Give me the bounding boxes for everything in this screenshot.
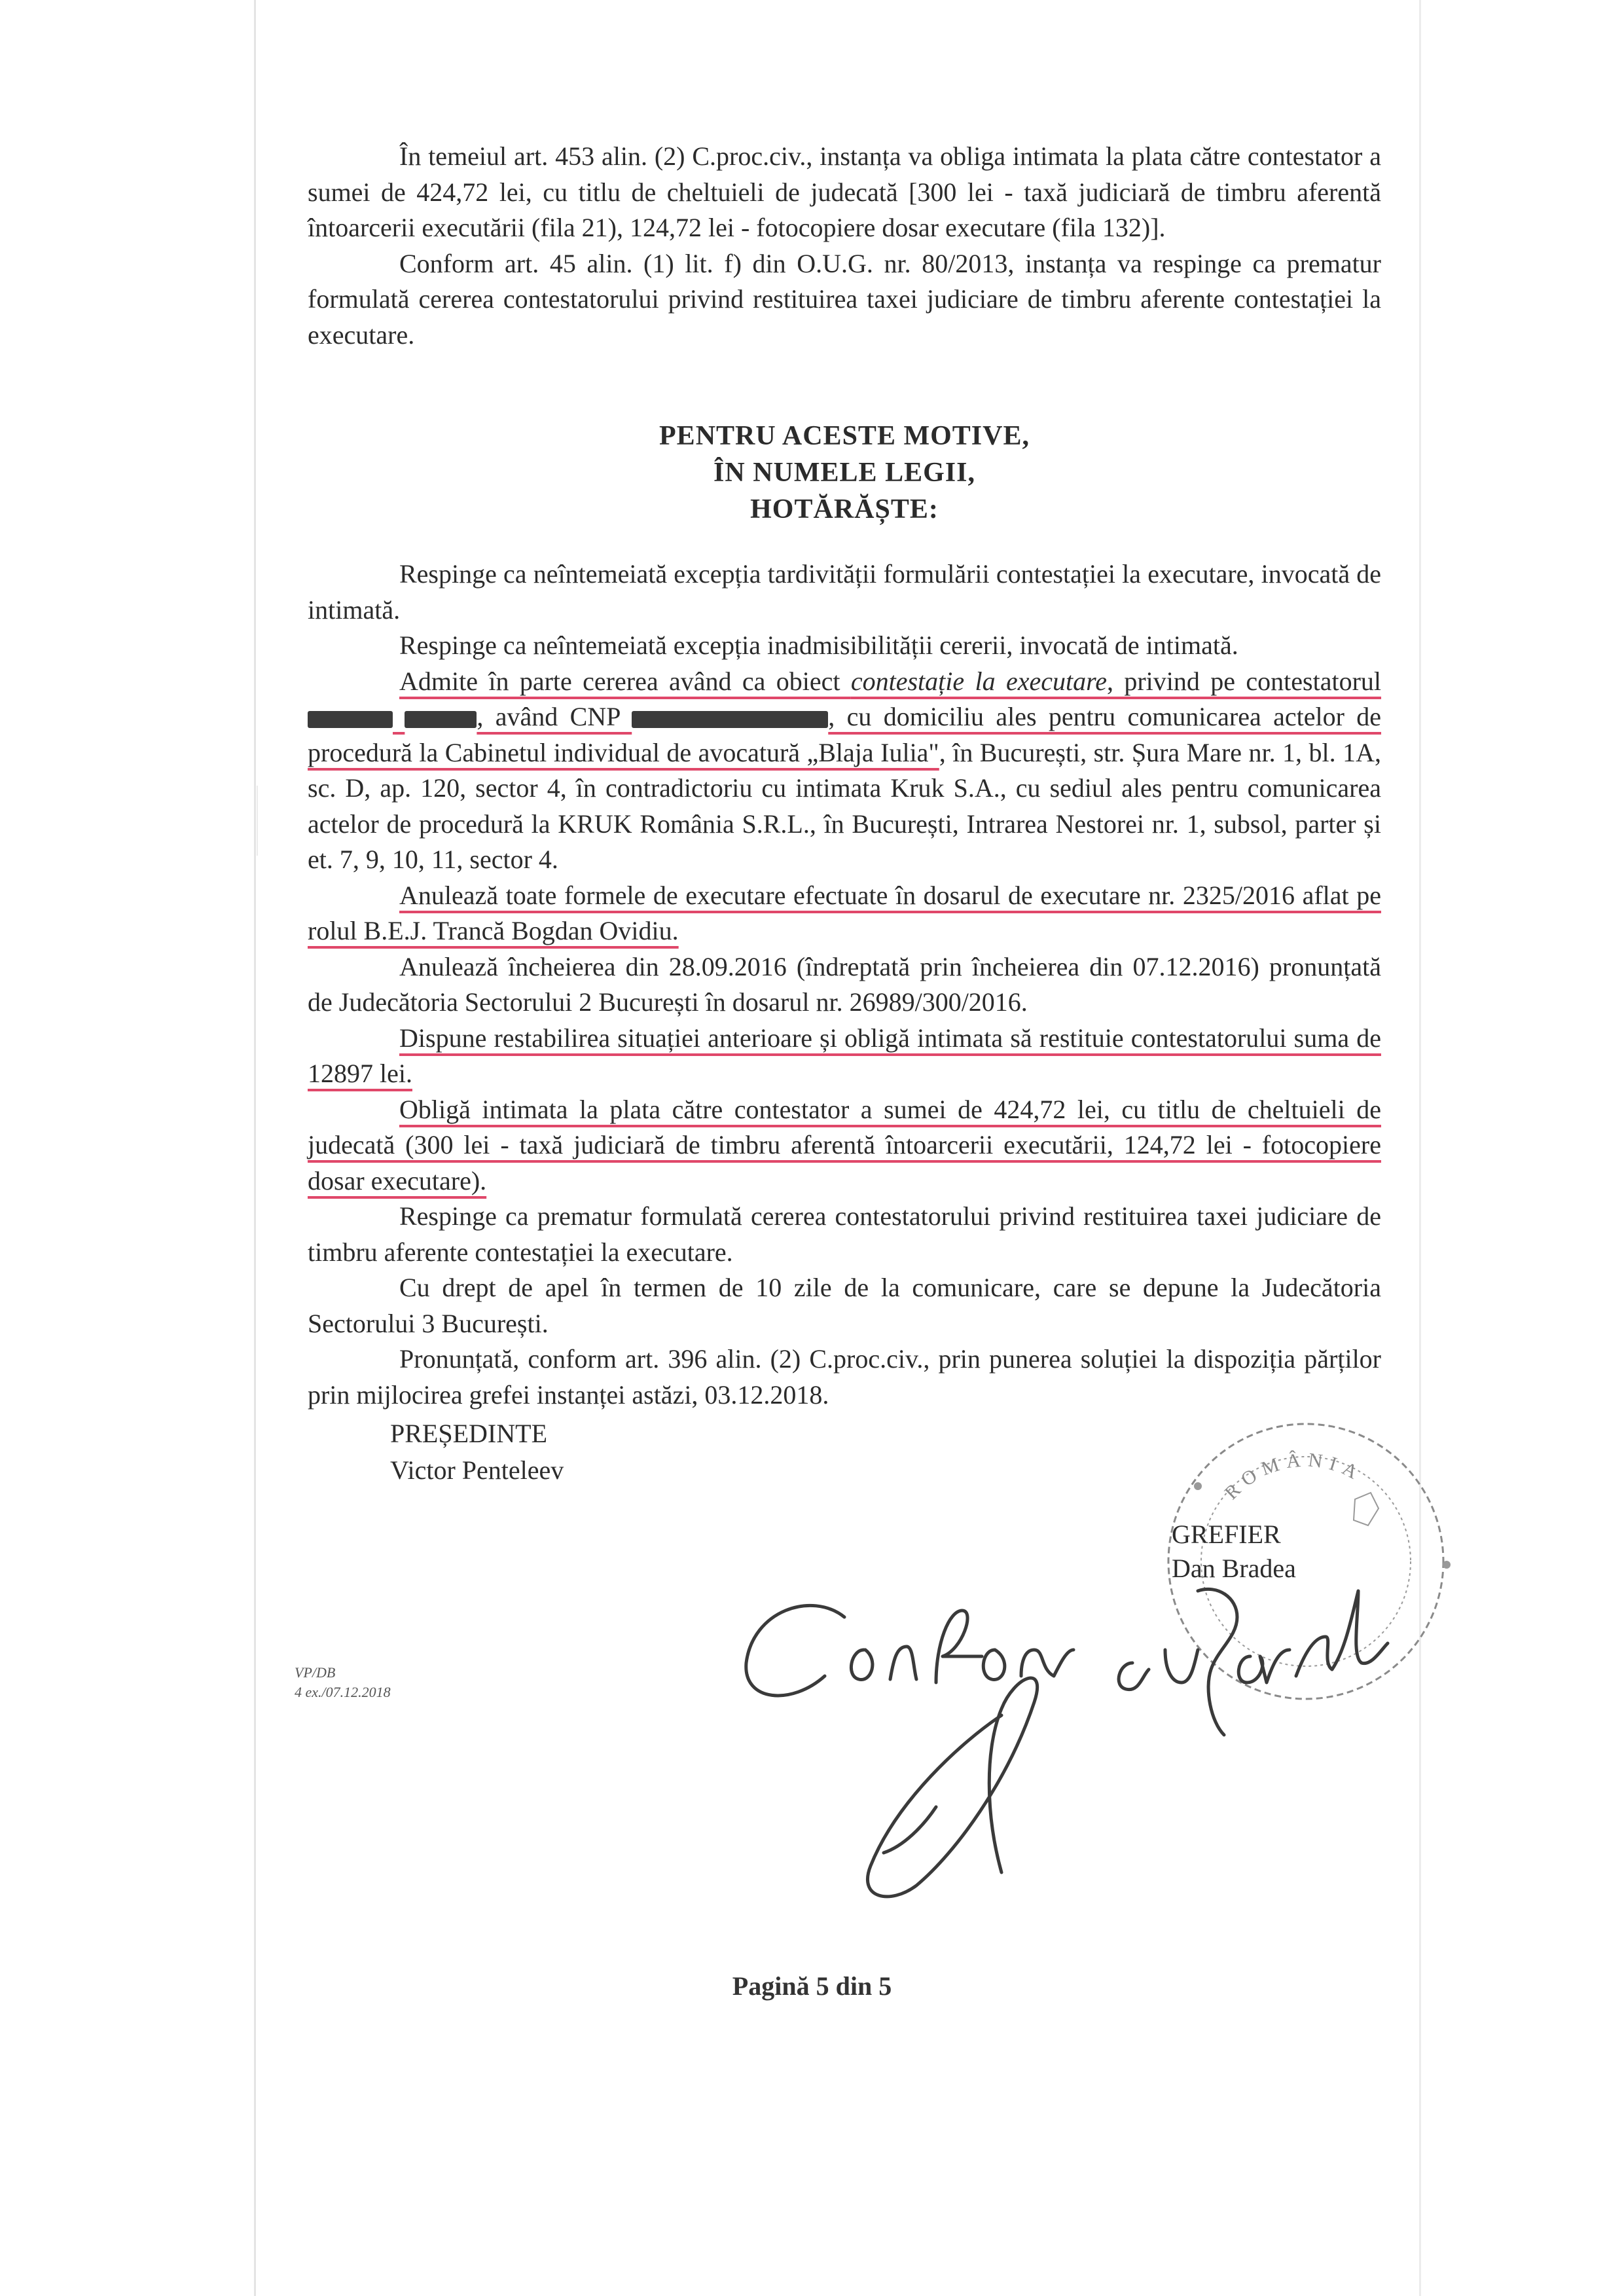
scan-edge-left <box>254 0 256 2296</box>
heading-line-1: PENTRU ACESTE MOTIVE, <box>659 421 1030 451</box>
ruling-tardiness: Respinge ca neîntemeiată excepția tardivității formulării contestației la executare, invocată de intimată. <box>308 559 1381 625</box>
ruling-admits-text-e: , cu domiciliu ales pentru comunicarea actelor de procedură la Cabinetul individual de avocatură „Blaja Iulia" <box>308 702 1382 767</box>
ruling-admits <box>308 664 1381 878</box>
ruling-premature: Respinge ca prematur formulată cererea contestatorului privind restituirea taxei judiciare de timbru aferente contestației la executare. <box>308 1201 1381 1267</box>
ruling-annuls-enforcement: Anulează toate formele de executare efectuate în dosarul de executare nr. 2325/2016 aflat pe rolul B.E.J. Trancă Bogdan Ovidiu. <box>308 880 1381 945</box>
clerk-title: GREFIER <box>1172 1520 1281 1549</box>
ruling-section <box>308 556 1381 1413</box>
ruling-annuls-conclusion: Anulează încheierea din 28.09.2016 (îndreptată prin încheierea din 07.12.2016) pronunțată de Judecătoria Sectorului 2 București în dosarul nr. 26989/300/2016. <box>308 951 1381 1017</box>
ruling-restitution: Dispune restabilirea situației anterioare și obligă intimata să restituie contestatorului suma de 12897 lei. <box>308 1023 1381 1088</box>
page-number: Pagină 5 din 5 <box>732 1971 892 2001</box>
handwritten-certification <box>713 1552 1420 1931</box>
ruling-costs: Obligă intimata la plata către contestator a sumei de 424,72 lei, cu titlu de cheltuieli de judecată (300 lei - taxă judiciară de timbru aferentă întoarcerii executării, 124,72 lei - fotocopiere dosar executare). <box>308 1094 1381 1195</box>
redacted-cnp <box>632 711 828 728</box>
reference-block <box>295 1663 391 1702</box>
heading-line-3: HOTĂRĂȘTE: <box>750 494 939 524</box>
svg-text:ROMÂNIA: ROMÂNIA <box>1220 1449 1367 1504</box>
reference-copies: 4 ex./07.12.2018 <box>295 1684 391 1700</box>
ruling-admits-text-f: , în București, str. Șura Mare nr. 1, bl. 1A, sc. D, ap. 120, sector 4, în contradictoriu cu intimata Kruk S.A., cu sediul ales pentru comunicarea actelor de procedură la KRUK România S.R.L., în București, Intrarea Nestorei nr. 1, subsol, parter și et. 7, 9, 10, 11, sector 4. <box>308 737 1381 874</box>
president-block <box>390 1415 564 1489</box>
reasoning-section <box>308 139 1381 353</box>
scan-edge-right <box>1419 0 1421 2296</box>
ruling-heading <box>308 418 1381 528</box>
redacted-name-2 <box>405 711 477 728</box>
ruling-admits-text-c: , privind pe contestatorul <box>1106 666 1382 696</box>
clerk-name: Dan Bradea <box>1172 1554 1296 1583</box>
ruling-admits-text-d: , având CNP <box>477 702 632 731</box>
president-title: PREȘEDINTE <box>390 1419 547 1448</box>
redacted-name-1 <box>308 711 393 728</box>
heading-line-2: ÎN NUMELE LEGII, <box>713 458 975 488</box>
ruling-admits-text-a: Admite în parte cererea având ca obiect <box>399 666 851 696</box>
paragraph-fee-refund: Conform art. 45 alin. (1) lit. f) din O.U.G. nr. 80/2013, instanța va respinge ca prematur formulată cererea contestatorului privind restituirea taxei judiciare de timbru aferente contestației la executare. <box>308 248 1381 350</box>
paragraph-costs: În temeiul art. 453 alin. (2) C.proc.civ., instanța va obliga intimata la plata către contestator a sumei de 424,72 lei, cu titlu de cheltuieli de judecată [300 lei - taxă judiciară de timbru aferentă întoarcerii executării (fila 21), 124,72 lei - fotocopiere dosar executare (fila 132)]. <box>308 141 1381 242</box>
ruling-pronounced: Pronunțată, conform art. 396 alin. (2) C.proc.civ., prin punerea soluției la dispoziția părților prin mijlocirea grefei instanței astăzi, 03.12.2018. <box>308 1344 1381 1410</box>
ruling-appeal: Cu drept de apel în termen de 10 zile de la comunicare, care se depune la Judecătoria Sectorului 3 București. <box>308 1273 1381 1338</box>
ruling-admits-object: contestație la executare <box>850 666 1107 696</box>
president-name: Victor Penteleev <box>390 1455 564 1485</box>
reference-initials: VP/DB <box>295 1664 336 1681</box>
scan-edge-left-inner <box>257 786 258 856</box>
ruling-inadmissibility: Respinge ca neîntemeiată excepția inadmisibilității cererii, invocată de intimată. <box>399 630 1238 660</box>
